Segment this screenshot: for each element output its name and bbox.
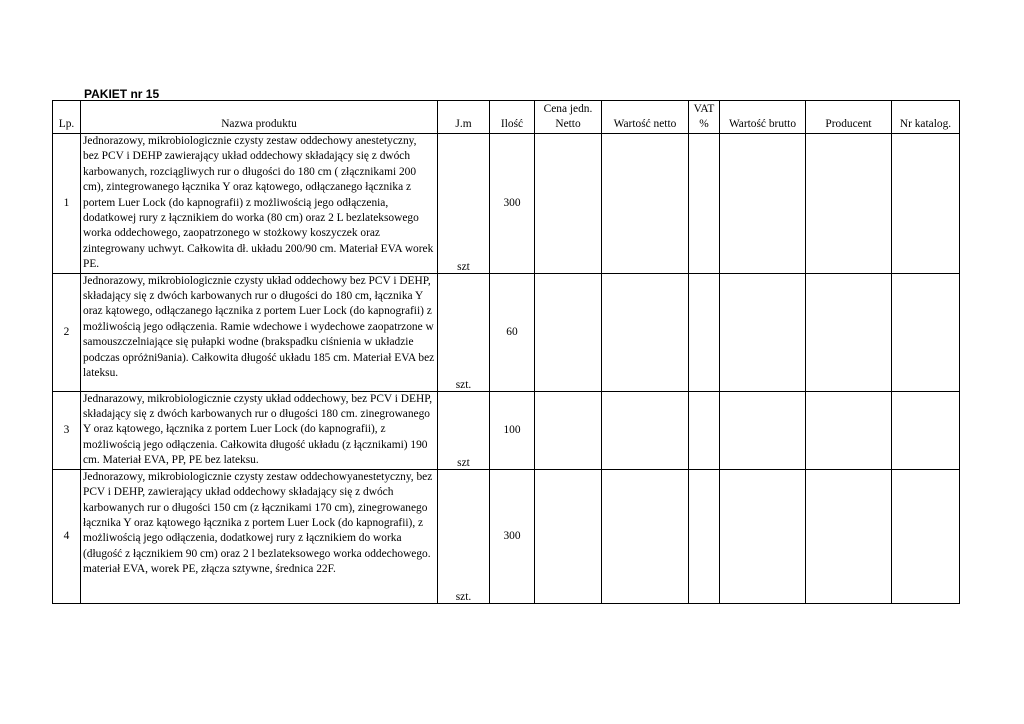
cell-producer bbox=[806, 134, 892, 274]
cell-unit-price bbox=[535, 469, 602, 603]
cell-product-name: Jednorazowy, mikrobiologicznie czysty zestaw oddechowyanestetyczny, bez PCV i DEHP, zawierający układ oddechowy składający się z dwóch karbowanych rur o długości 150 cm (z łącznikami 170 cm), zinegrowanego łącznika Y oraz kątowego łącznika z portem Luer Lock (do kapnografii), z możliwością jego odłączenia, dodatkowej rury z łącznikiem do worka (długość z łącznikiem 90 cm) oraz 2 l bezlateksowego worka oddechowego. materiał EVA, worek PE, złącza sztywne, średnica 22F. bbox=[81, 469, 438, 603]
header-quantity: Ilość bbox=[490, 101, 535, 134]
cell-unit: szt. bbox=[438, 469, 490, 603]
cell-producer bbox=[806, 469, 892, 603]
header-catalog-number: Nr katalog. bbox=[892, 101, 960, 134]
cell-vat bbox=[689, 391, 720, 469]
cell-net-value bbox=[602, 134, 689, 274]
table-row bbox=[53, 273, 960, 391]
cell-lp: 3 bbox=[53, 391, 81, 469]
cell-unit: szt bbox=[438, 391, 490, 469]
cell-lp: 2 bbox=[53, 273, 81, 391]
cell-quantity: 300 bbox=[490, 469, 535, 603]
cell-product-name: Jednorazowy, mikrobiologicznie czysty zestaw oddechowy anestetyczny, bez PCV i DEHP zawierający układ oddechowy składający się z dwóch karbowanych, rozciągliwych rur o długości do 180 cm ( złącznikami 200 cm), zintegrowanego łącznika Y oraz kątowego, odłączanego łącznika z portem Luer Lock (do kapnografii) z możliwością jego odłączenia, dodatkowej rury z łącznikiem do worka (80 cm) oraz 2 L bezlateksowego worka oddechowego, zaopatrzonego w stożkowy koszyczek oraz zintegrowany uchwyt. Całkowita dł. układu 200/90 cm. Materiał EVA worek PE. bbox=[81, 134, 438, 274]
header-row bbox=[53, 101, 960, 134]
header-producer: Producent bbox=[806, 101, 892, 134]
header-unit-price bbox=[535, 101, 602, 134]
header-unit-price-line2: Netto bbox=[555, 118, 581, 130]
cell-quantity: 60 bbox=[490, 273, 535, 391]
header-unit: J.m bbox=[438, 101, 490, 134]
header-product-name: Nazwa produktu bbox=[81, 101, 438, 134]
cell-unit-price bbox=[535, 391, 602, 469]
header-net-value: Wartość netto bbox=[602, 101, 689, 134]
package-title: PAKIET nr 15 bbox=[84, 87, 160, 101]
cell-unit: szt. bbox=[438, 273, 490, 391]
header-vat bbox=[689, 101, 720, 134]
cell-lp: 1 bbox=[53, 134, 81, 274]
product-table bbox=[52, 100, 960, 604]
cell-producer bbox=[806, 273, 892, 391]
cell-gross-value bbox=[720, 134, 806, 274]
cell-net-value bbox=[602, 469, 689, 603]
header-gross-value: Wartość brutto bbox=[720, 101, 806, 134]
header-lp: Lp. bbox=[53, 101, 81, 134]
cell-unit-price bbox=[535, 273, 602, 391]
header-unit-price-line1: Cena jedn. bbox=[543, 103, 593, 115]
cell-gross-value bbox=[720, 391, 806, 469]
table-row bbox=[53, 391, 960, 469]
cell-catalog-number bbox=[892, 391, 960, 469]
cell-vat bbox=[689, 469, 720, 603]
cell-catalog-number bbox=[892, 273, 960, 391]
header-vat-line1: VAT bbox=[693, 103, 715, 115]
cell-producer bbox=[806, 391, 892, 469]
cell-gross-value bbox=[720, 273, 806, 391]
cell-catalog-number bbox=[892, 134, 960, 274]
table-row bbox=[53, 469, 960, 603]
cell-unit-price bbox=[535, 134, 602, 274]
cell-vat bbox=[689, 273, 720, 391]
cell-product-name: Jednarazowy, mikrobiologicznie czysty układ oddechowy, bez PCV i DEHP, składający się z dwóch karbowanych rur o długości 180 cm. zinegrowanego Y oraz kątowego, łącznika z portem Luer Lock (do kapnografii), z możliwością jego odłączenia. Całkowita długość układu (z łącznikami) 190 cm. Materiał EVA, PP, PE bez lateksu. bbox=[81, 391, 438, 469]
cell-catalog-number bbox=[892, 469, 960, 603]
cell-unit: szt bbox=[438, 134, 490, 274]
cell-net-value bbox=[602, 273, 689, 391]
table-row bbox=[53, 134, 960, 274]
header-vat-line2: % bbox=[699, 118, 709, 130]
cell-quantity: 300 bbox=[490, 134, 535, 274]
cell-product-name: Jednorazowy, mikrobiologicznie czysty układ oddechowy bez PCV i DEHP, składający się z dwóch karbowanych rur o długości do 180 cm, łącznika Y oraz kątowego, odłączanego łącznika z portem Luer Lock (do kapnografii) z możliwością jego odłączenia. Ramie wdechowe i wydechowe zaopatrzone w samouszczelniające się pułapki wodne (brakspadku ciśnienia w układzie podczas opróżni9ania). Całkowita długość układu 185 cm. Materiał EVA bez lateksu. bbox=[81, 273, 438, 391]
cell-quantity: 100 bbox=[490, 391, 535, 469]
cell-lp: 4 bbox=[53, 469, 81, 603]
cell-net-value bbox=[602, 391, 689, 469]
cell-gross-value bbox=[720, 469, 806, 603]
cell-vat bbox=[689, 134, 720, 274]
